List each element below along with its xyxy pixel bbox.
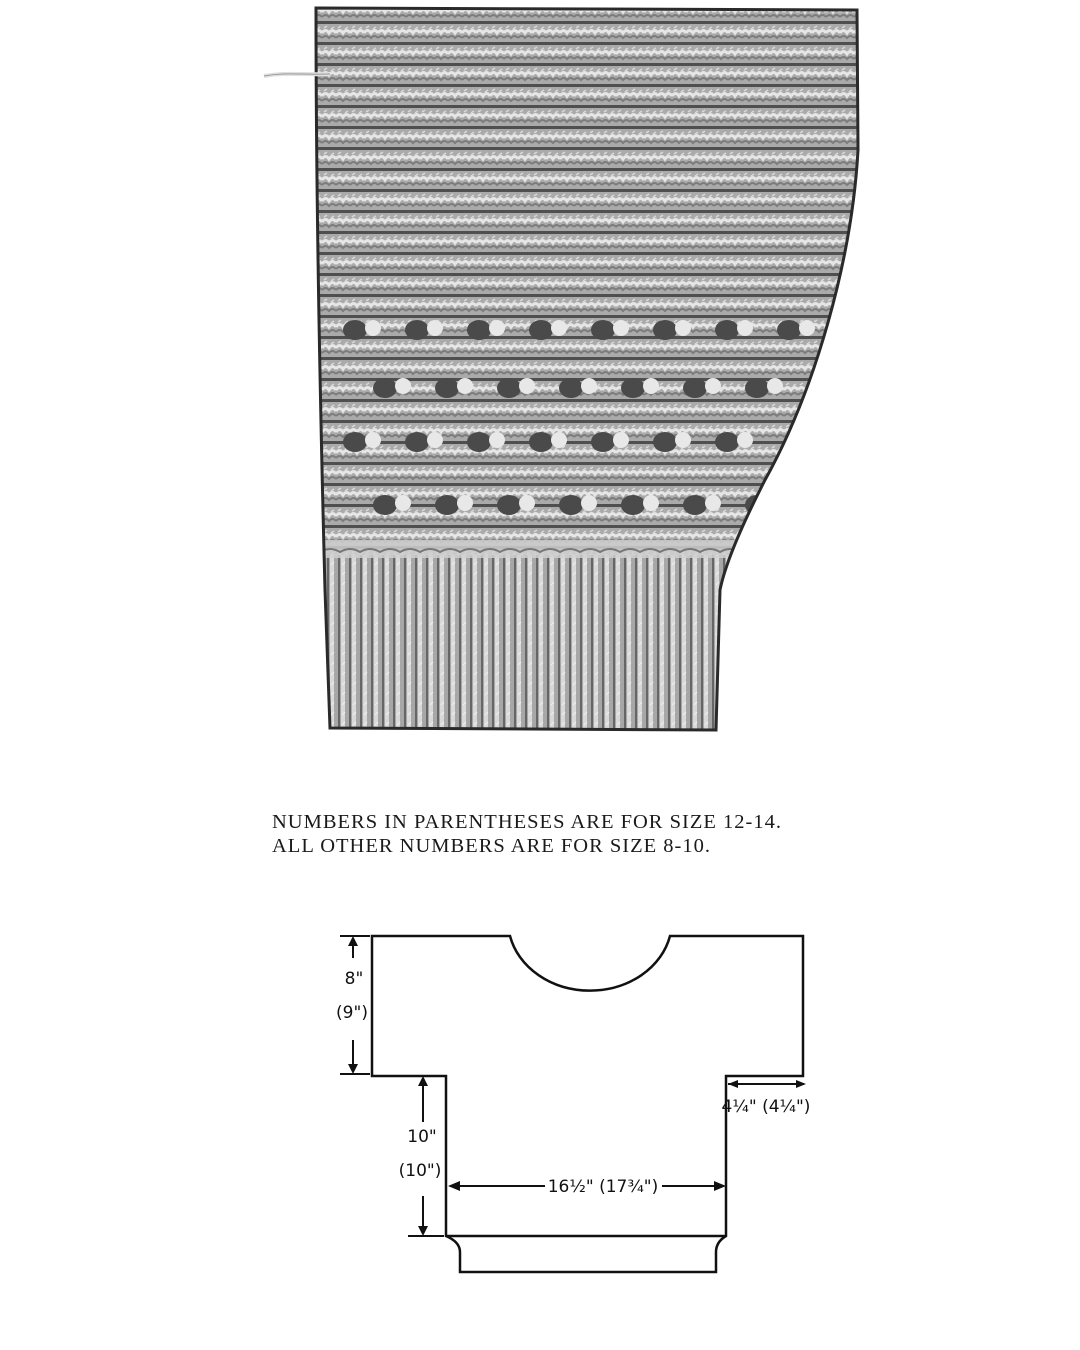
popcorn-stitch [737,320,753,336]
eyelet-hole [683,378,707,398]
popcorn-stitch [675,320,691,336]
eyelet-hole [497,495,521,515]
eyelet-hole [467,432,491,452]
eyelet-hole [497,378,521,398]
eyelet-hole [715,320,739,340]
eyelet-hole [529,432,553,452]
eyelet-hole [653,432,677,452]
popcorn-stitch [457,495,473,511]
size-note-line-1: NUMBERS IN PARENTHESES ARE FOR SIZE 12-14. [272,811,782,833]
body-width-label: 16½" (17¾") [547,1177,659,1197]
popcorn-stitch [395,495,411,511]
sleeve-height-dimension [336,936,370,1074]
popcorn-stitch [395,378,411,394]
eyelet-hole [591,432,615,452]
popcorn-stitch [427,432,443,448]
garment-schematic [0,900,1080,1300]
popcorn-stitch [489,432,505,448]
eyelet-hole [591,320,615,340]
popcorn-stitch [519,378,535,394]
eyelet-hole [405,320,429,340]
eyelet-hole [373,378,397,398]
popcorn-stitch [643,378,659,394]
popcorn-stitch [427,320,443,336]
body-height-large: (10") [398,1161,442,1181]
cuff-offset-dimension [722,1080,811,1117]
popcorn-stitch [643,495,659,511]
eyelet-hole [435,378,459,398]
popcorn-stitch [581,378,597,394]
cuff-offset-label: 4¼" (4¼") [721,1097,811,1117]
popcorn-stitch [767,378,783,394]
popcorn-stitch [581,495,597,511]
body-height-small: 10" [407,1127,437,1147]
eyelet-hole [343,432,367,452]
eyelet-hole [621,378,645,398]
sleeve-height-small: 8" [344,969,364,989]
eyelet-hole [343,320,367,340]
popcorn-stitch [489,320,505,336]
eyelet-hole [529,320,553,340]
eyelet-hole [435,495,459,515]
popcorn-stitch [613,320,629,336]
popcorn-stitch [705,495,721,511]
eyelet-hole [777,320,801,340]
popcorn-stitch [705,378,721,394]
eyelet-hole [745,378,769,398]
popcorn-stitch [799,320,815,336]
eyelet-hole [559,378,583,398]
eyelet-hole [621,495,645,515]
popcorn-stitch [519,495,535,511]
eyelet-hole [405,432,429,452]
eyelet-hole [715,432,739,452]
body-width-dimension [448,1177,726,1197]
popcorn-stitch [737,432,753,448]
eyelet-hole [683,495,707,515]
popcorn-stitch [613,432,629,448]
popcorn-stitch [551,320,567,336]
popcorn-stitch [365,432,381,448]
popcorn-stitch [675,432,691,448]
popcorn-stitch [457,378,473,394]
sleeve-height-large: (9") [336,1003,368,1023]
eyelet-hole [467,320,491,340]
size-note-line-2: ALL OTHER NUMBERS ARE FOR SIZE 8-10. [272,835,711,857]
popcorn-stitch [551,432,567,448]
eyelet-hole [559,495,583,515]
eyelet-hole [373,495,397,515]
eyelet-hole [653,320,677,340]
popcorn-stitch [767,495,783,511]
body-height-dimension [399,1076,444,1236]
popcorn-stitch [365,320,381,336]
